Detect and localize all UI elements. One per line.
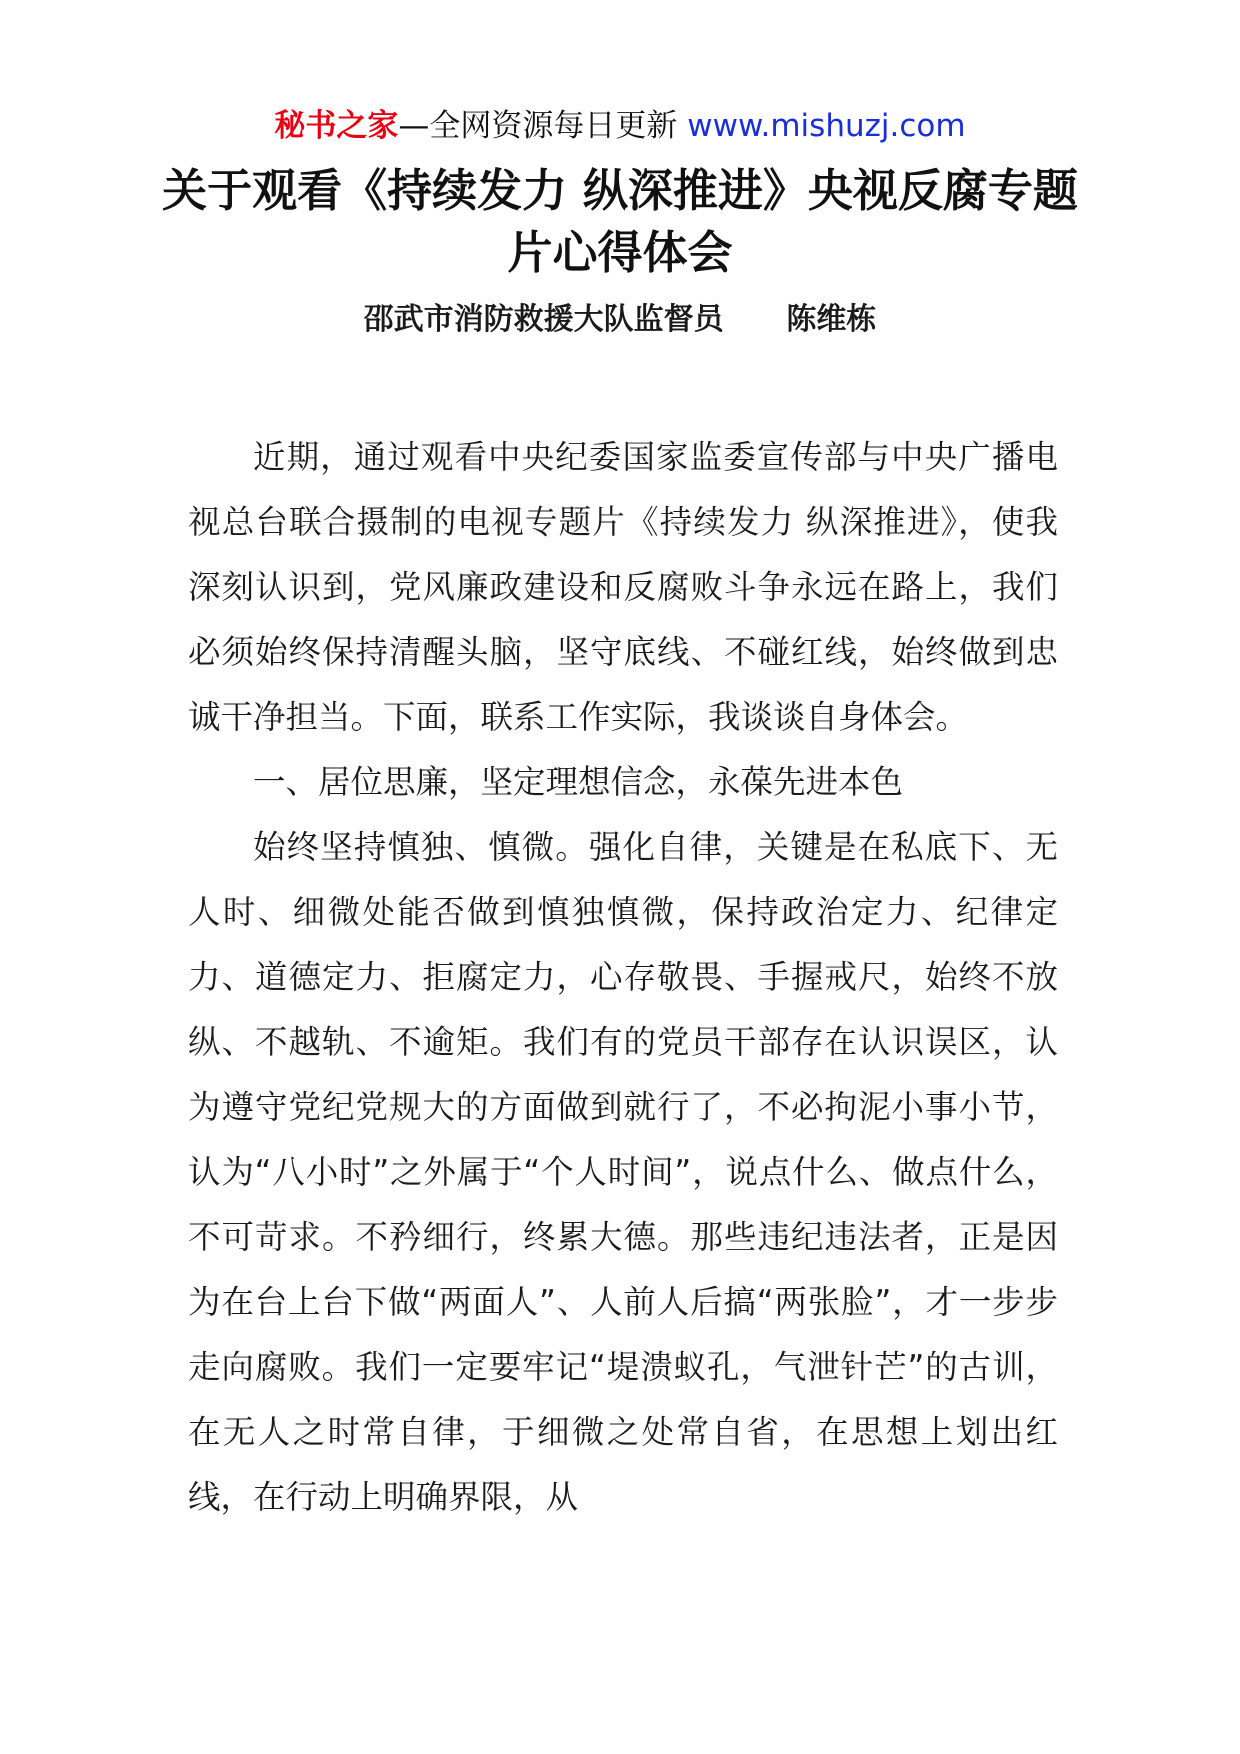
site-tagline: —全网资源每日更新 [398,108,678,144]
site-brand[interactable]: 秘书之家 [274,108,399,144]
site-url-link[interactable]: www.mishuzj.com [687,108,966,144]
document-body [188,425,1058,1530]
document-title: 关于观看《持续发力 纵深推进》央视反腐专题片心得体会 [162,164,1078,279]
section-paragraph: 始终坚持慎独、慎微。强化自律，关键是在私底下、无人时、细微处能否做到慎独慎微，保持政治定力、纪律定力、道德定力、拒腐定力，心存敬畏、手握戒尺，始终不放纵、不越轨、不逾矩。我们有的党员干部存在认识误区，认为遵守党纪党规大的方面做到就行了，不必拘泥小事小节，认为“八小时”之外属于“个人时间”，说点什么、做点什么，不可苛求。不矜细行，终累大德。那些违纪违法者，正是因为在台上台下做“两面人”、人前人后搞“两张脸”，才一步步走向腐败。我们一定要牢记“堤溃蚁孔，气泄针芒”的古训，在无人之时常自律，于细微之处常自省，在思想上划出红线，在行动上明确界限，从 [188,828,1058,1516]
intro-paragraph: 近期，通过观看中央纪委国家监委宣传部与中央广播电视总台联合摄制的电视专题片《持续发力 纵深推进》，使我深刻认识到，党风廉政建设和反腐败斗争永远在路上，我们必须始终保持清醒头脑，坚守底线、不碰红线，始终做到忠诚干净担当。下面，联系工作实际，我谈谈自身体会。 [188,438,1058,736]
section-heading: 一、居位思廉，坚定理想信念，永葆先进本色 [253,763,904,801]
document-author: 邵武市消防救援大队监督员 陈维栋 [363,302,877,337]
site-header [0,104,1240,148]
